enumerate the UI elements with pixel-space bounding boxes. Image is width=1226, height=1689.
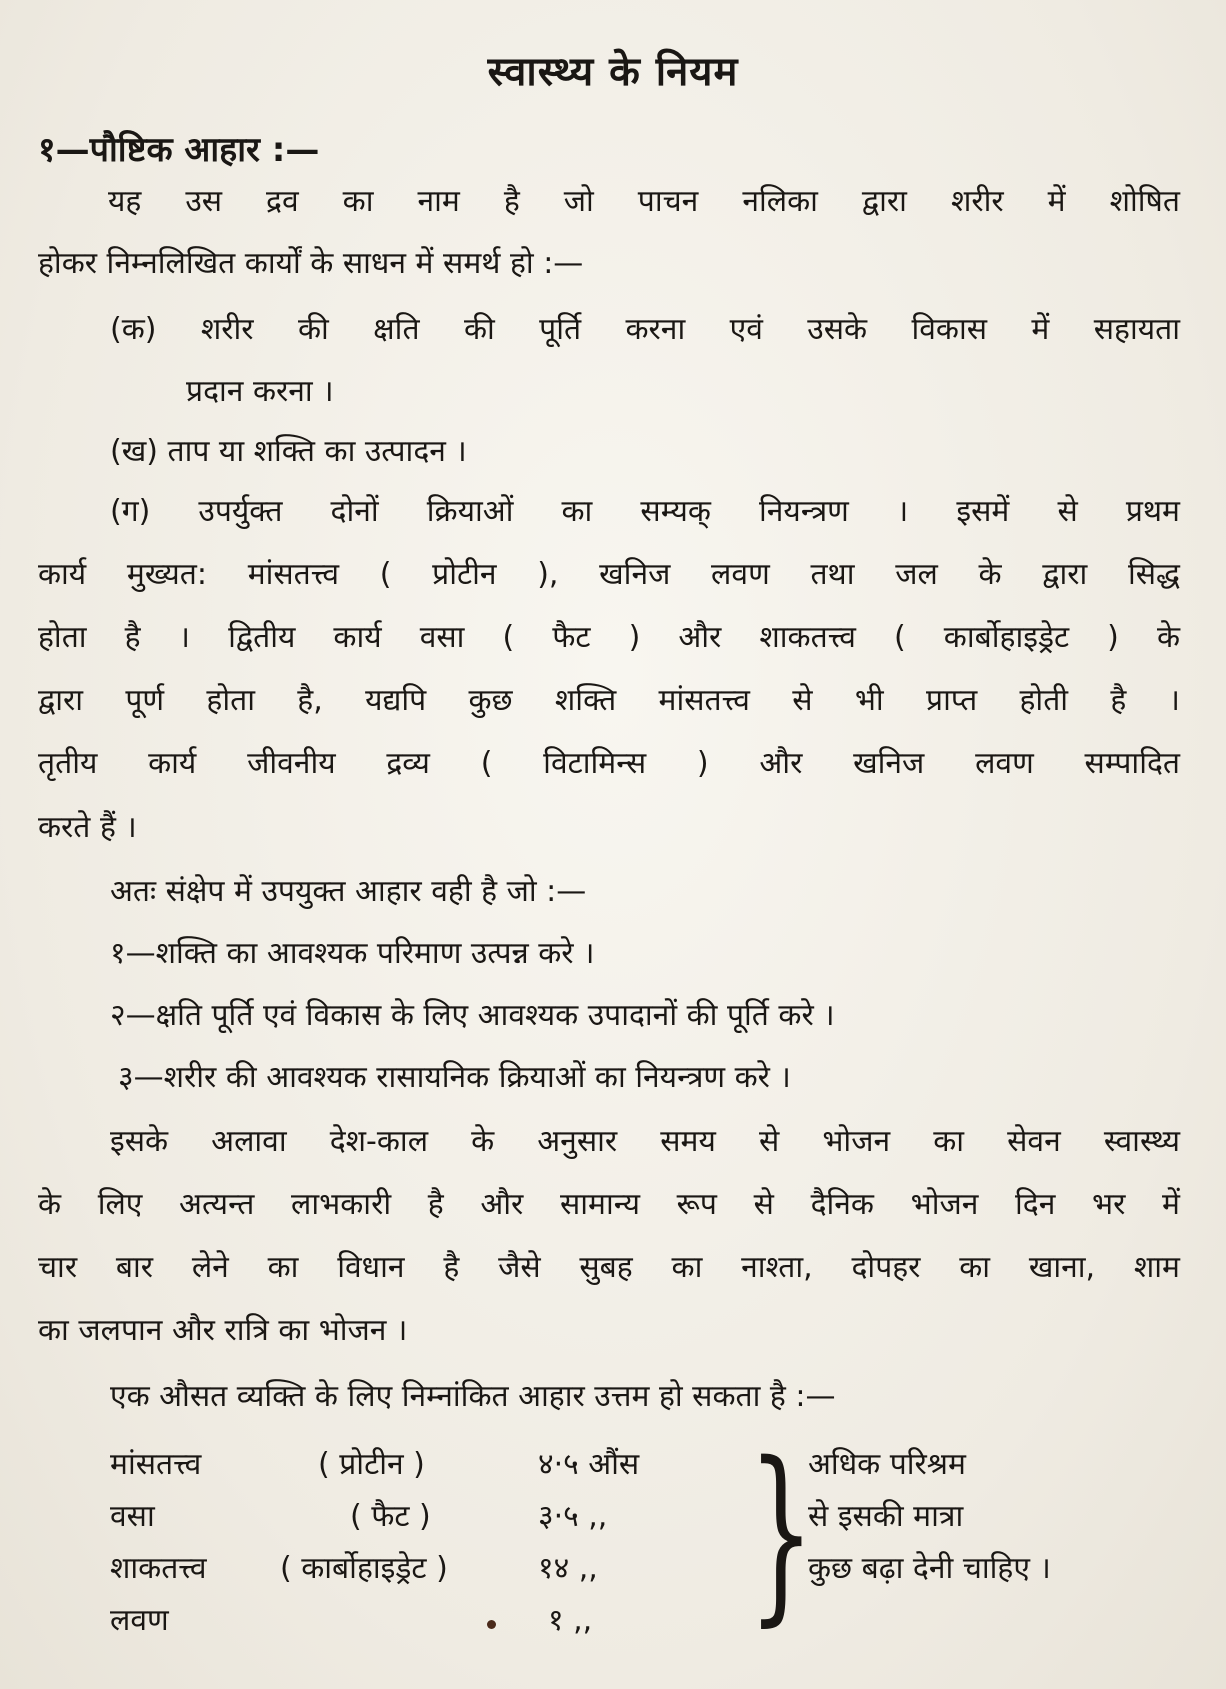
- nutrient-name: लवण: [110, 1603, 169, 1638]
- paragraph-line: कार्य मुख्यत: मांसतत्त्व ( प्रोटीन ), खनिज लवण तथा जल के द्वारा सिद्ध: [38, 557, 1180, 592]
- table-note: अधिक परिश्रम: [808, 1447, 966, 1482]
- table-note: कुछ बढ़ा देनी चाहिए ।: [808, 1551, 1051, 1586]
- paragraph-line: का जलपान और रात्रि का भोजन ।: [38, 1313, 408, 1348]
- list-item-a-cont: प्रदान करना ।: [186, 374, 334, 409]
- paragraph-line: (ग) उपर्युक्त दोनों क्रियाओं का सम्यक् नियन्त्रण । इसमें से प्रथम: [110, 494, 1180, 529]
- summary-point: २—क्षति पूर्ति एवं विकास के लिए आवश्यक उपादानों की पूर्ति करे ।: [110, 998, 835, 1033]
- nutrient-amount: ४·५ औंस: [538, 1447, 640, 1482]
- section-heading: १—पौष्टिक आहार :—: [38, 130, 320, 170]
- nutrient-english: ( कार्बोहाइड्रेट ): [280, 1551, 448, 1586]
- summary-point: ३—शरीर की आवश्यक रासायनिक क्रियाओं का नियन्त्रण करे ।: [118, 1060, 791, 1095]
- paragraph-line: द्वारा पूर्ण होता है, यद्यपि कुछ शक्ति मांसतत्त्व से भी प्राप्त होती है ।: [38, 683, 1180, 718]
- ink-speck-icon: [487, 1620, 496, 1629]
- nutrient-name: शाकतत्त्व: [110, 1551, 207, 1586]
- paragraph-line: इसके अलावा देश-काल के अनुसार समय से भोजन का सेवन स्वास्थ्य: [110, 1124, 1180, 1159]
- summary-point: १—शक्ति का आवश्यक परिमाण उत्पन्न करे ।: [110, 936, 595, 971]
- paragraph-line: करते हैं ।: [38, 810, 137, 845]
- paragraph-line: तृतीय कार्य जीवनीय द्रव्य ( विटामिन्स ) और खनिज लवण सम्पादित: [38, 746, 1180, 781]
- paragraph-line: होता है । द्वितीय कार्य वसा ( फैट ) और शाकतत्त्व ( कार्बोहाइड्रेट ) के: [38, 620, 1180, 655]
- nutrient-amount: १४ ,,: [538, 1551, 598, 1586]
- nutrient-english: ( फैट ): [350, 1499, 431, 1534]
- table-note: से इसकी मात्रा: [808, 1499, 964, 1534]
- nutrient-english: ( प्रोटीन ): [318, 1447, 425, 1482]
- paragraph-line: यह उस द्रव का नाम है जो पाचन नलिका द्वारा शरीर में शोषित: [108, 184, 1180, 219]
- table-intro: एक औसत व्यक्ति के लिए निम्नांकित आहार उत्तम हो सकता है :—: [110, 1379, 836, 1414]
- summary-intro: अतः संक्षेप में उपयुक्त आहार वही है जो :—: [110, 874, 587, 909]
- list-item-b: (ख) ताप या शक्ति का उत्पादन ।: [110, 434, 467, 469]
- paragraph-line: चार बार लेने का विधान है जैसे सुबह का नाश्ता, दोपहर का खाना, शाम: [38, 1250, 1180, 1285]
- paragraph-line: के लिए अत्यन्त लाभकारी है और सामान्य रूप से दैनिक भोजन दिन भर में: [38, 1187, 1180, 1222]
- nutrient-name: वसा: [110, 1499, 155, 1534]
- curly-brace-icon: }: [748, 1422, 815, 1643]
- nutrient-amount: ३·५ ,,: [538, 1499, 608, 1534]
- paragraph-line: होकर निम्नलिखित कार्यों के साधन में समर्थ हो :—: [38, 246, 584, 281]
- page-title: स्वास्थ्य के नियम: [487, 49, 739, 95]
- list-item-a: (क) शरीर की क्षति की पूर्ति करना एवं उसके विकास में सहायता: [110, 312, 1180, 347]
- nutrient-name: मांसतत्त्व: [110, 1447, 202, 1482]
- nutrient-amount: १ ,,: [548, 1603, 593, 1638]
